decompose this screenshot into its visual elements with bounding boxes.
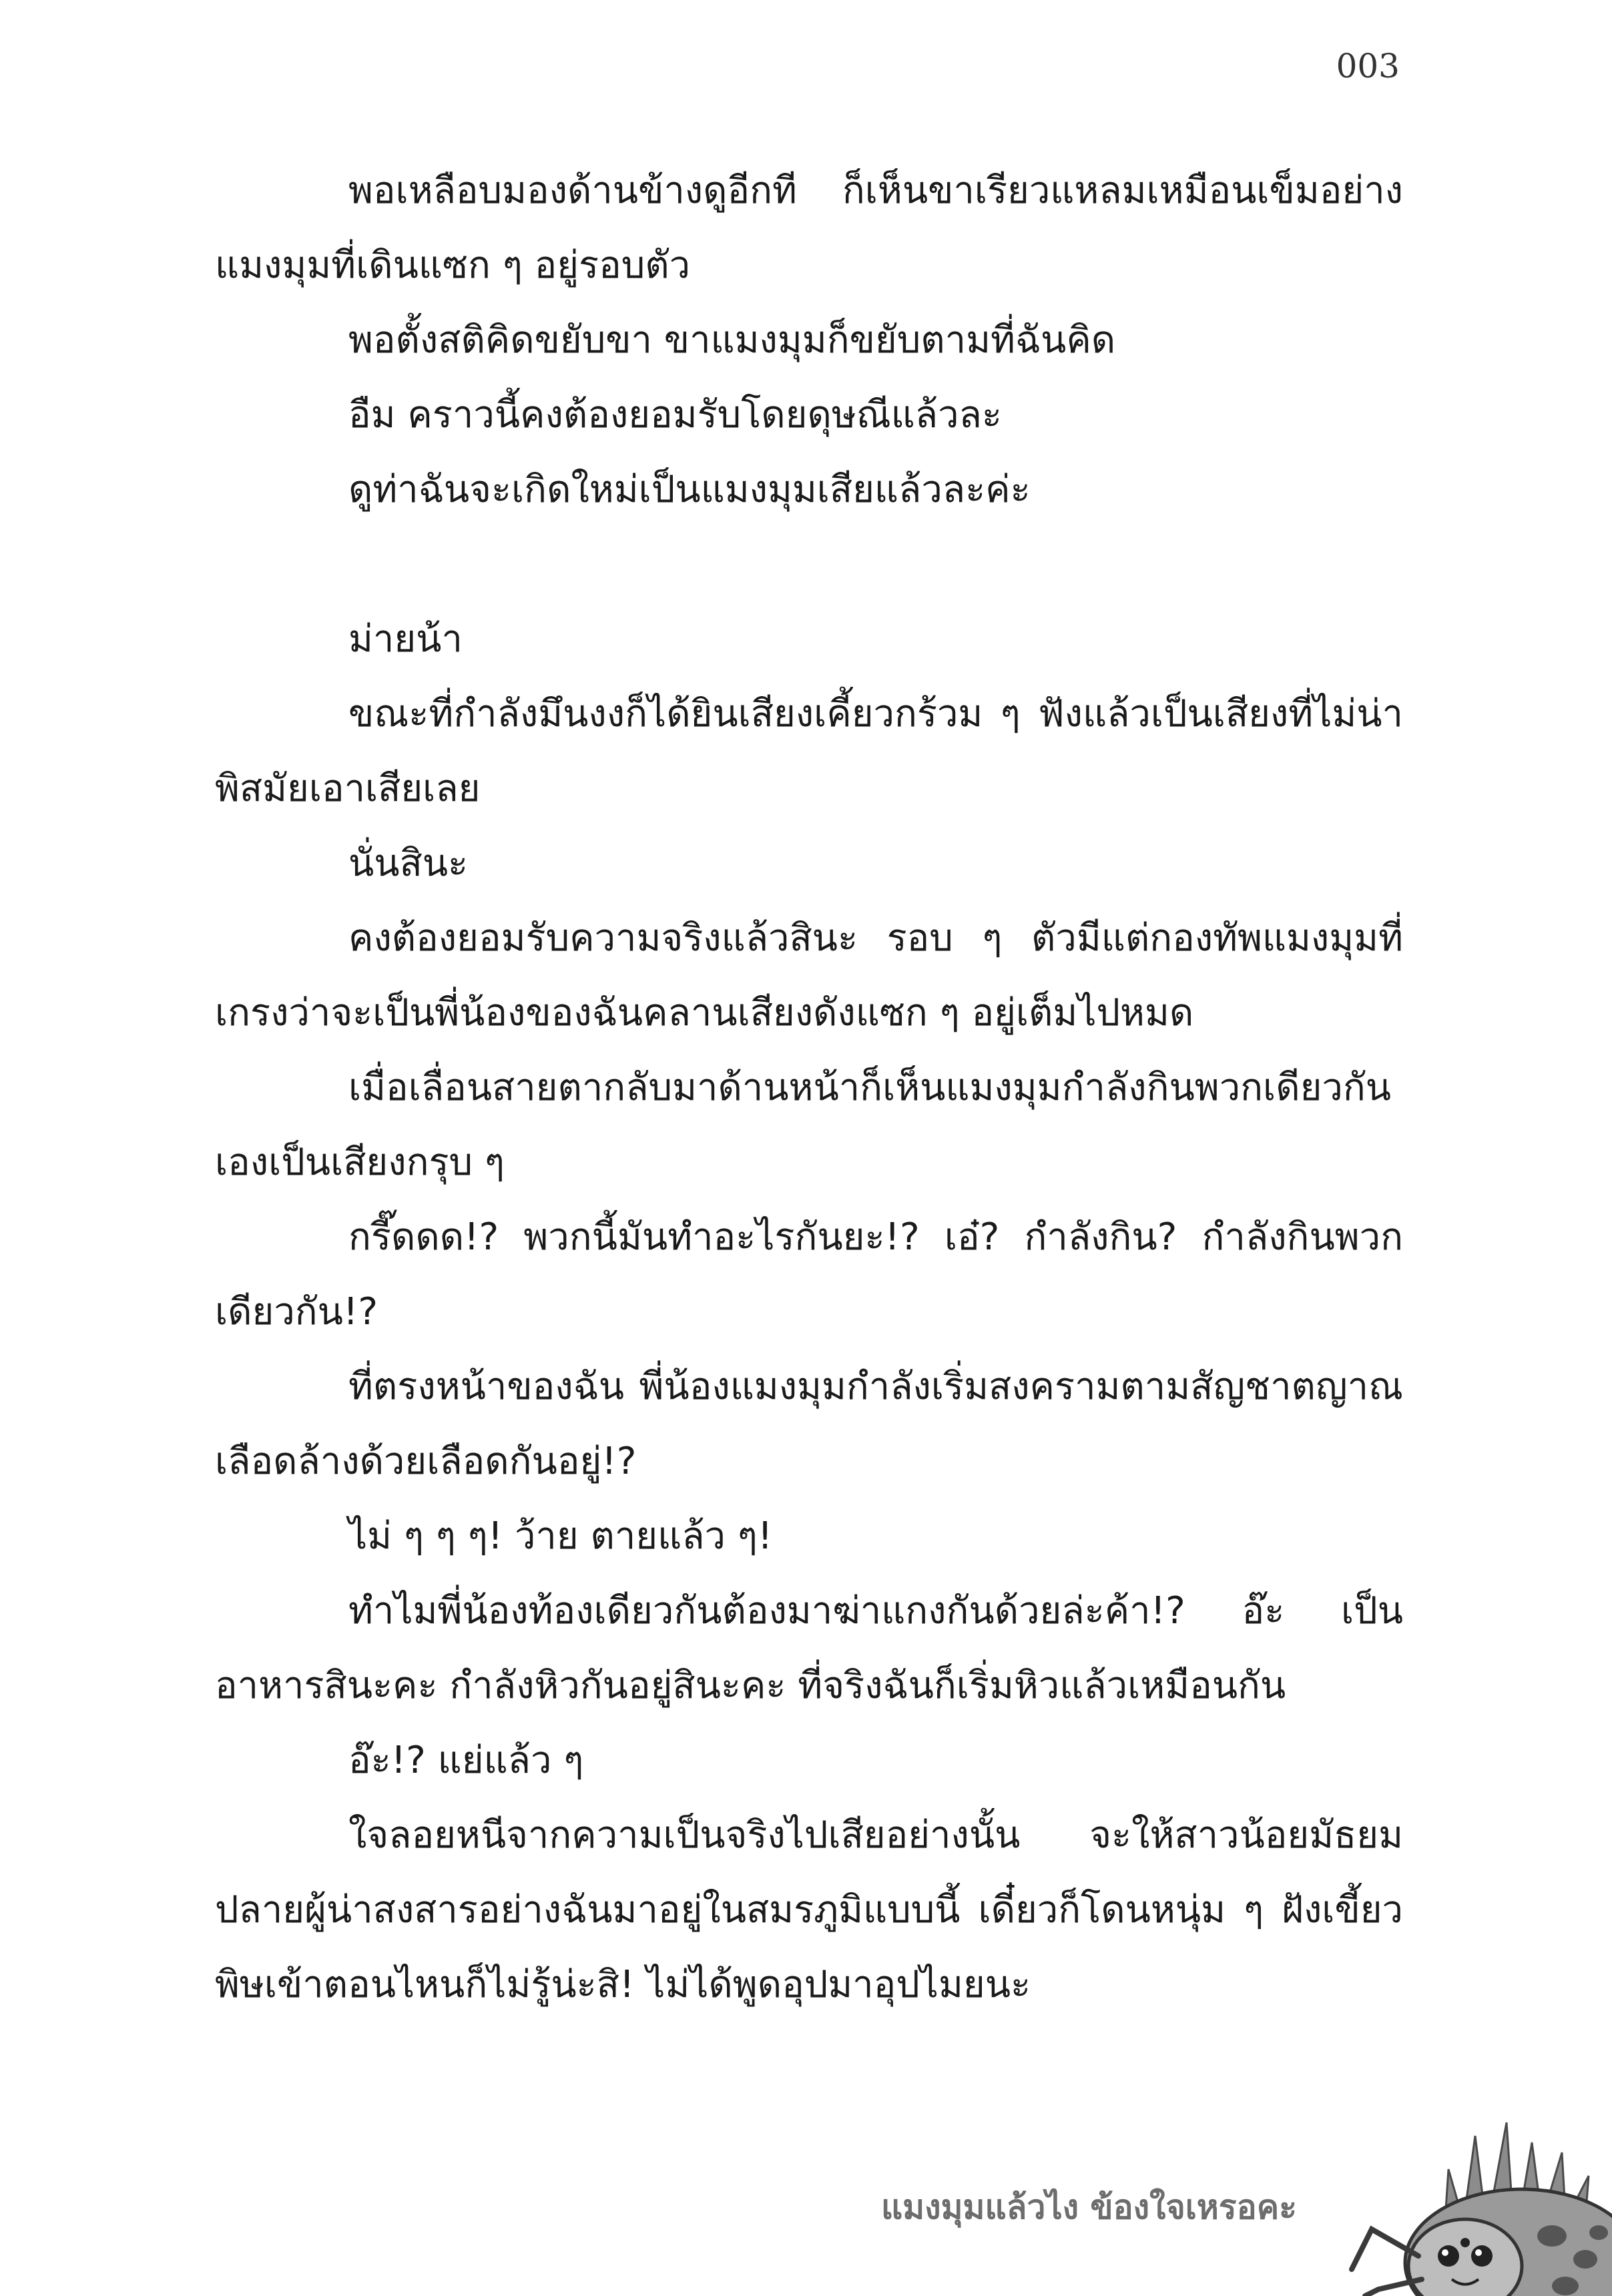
paragraph-15: อ๊ะ!? แย่แล้ว ๆ	[348, 1739, 584, 1782]
paragraph-1: พอเหลือบมองด้านข้างดูอีกที ก็เห็นขาเรียวแหลมเหมือนเข็มอย่างแมงมุมที่เดินแซก ๆ อยู่รอบตัว	[215, 169, 1403, 287]
paragraph-2: พอตั้งสติคิดขยับขา ขาแมงมุมก็ขยับตามที่ฉันคิด	[348, 318, 1116, 362]
body-text	[215, 154, 1403, 2022]
footer-book-title: แมงมุมแล้วไง ข้องใจเหรอคะ	[881, 2188, 1297, 2227]
paragraph-7: ขณะที่กำลังมึนงงก็ได้ยินเสียงเคี้ยวกร้วม ๆ ฟังแล้วเป็นเสียงที่ไม่น่าพิสมัยเอาเสียเลย	[215, 692, 1403, 810]
paragraph-12: ที่ตรงหน้าของฉัน พี่น้องแมงมุมกำลังเริ่มสงครามตามสัญชาตญาณเลือดล้างด้วยเลือดกันอยู่!?	[215, 1365, 1403, 1483]
paragraph-10: เมื่อเลื่อนสายตากลับมาด้านหน้าก็เห็นแมงมุมกำลังกินพวกเดียวกันเองเป็นเสียงกรุบ ๆ	[215, 1066, 1392, 1184]
paragraph-6: ม่ายน้า	[348, 617, 463, 661]
paragraph-8: นั่นสินะ	[348, 842, 469, 885]
paragraph-16: ใจลอยหนีจากความเป็นจริงไปเสียอย่างนั้น จะให้สาวน้อยมัธยมปลายผู้น่าสงสารอย่างฉันมาอยู่ในสมรภูมิแบบนี้ เดี๋ยวก็โดนหนุ่ม ๆ ฝังเขี้ยวพิษเข้าตอนไหนก็ไม่รู้น่ะสิ! ไม่ได้พูดอุปมาอุปไมยนะ	[215, 1813, 1403, 2006]
paragraph-11: กรี๊ดดด!? พวกนี้มันทำอะไรกันยะ!? เอ๋? กำลังกิน? กำลังกินพวกเดียวกัน!?	[215, 1215, 1403, 1334]
paragraph-4: ดูท่าฉันจะเกิดใหม่เป็นแมงมุมเสียแล้วละค่ะ	[348, 468, 1031, 511]
paragraph-14: ทำไมพี่น้องท้องเดียวกันต้องมาฆ่าแกงกันด้วยล่ะค้า!? อ๊ะ เป็นอาหารสินะคะ กำลังหิวกันอยู่สินะคะ ที่จริงฉันก็เริ่มหิวแล้วเหมือนกัน	[215, 1589, 1403, 1707]
page-number: 003	[1336, 47, 1400, 85]
spider-mascot-icon	[1332, 2096, 1612, 2296]
paragraph-13: ไม่ ๆ ๆ ๆ! ว้าย ตายแล้ว ๆ!	[348, 1514, 773, 1558]
blank-line	[215, 527, 1403, 602]
paragraph-9: คงต้องยอมรับความจริงแล้วสินะ รอบ ๆ ตัวมีแต่กองทัพแมงมุมที่เกรงว่าจะเป็นพี่น้องของฉันคลานเสียงดังแซก ๆ อยู่เต็มไปหมด	[215, 916, 1403, 1035]
paragraph-3: อืม คราวนี้คงต้องยอมรับโดยดุษณีแล้วละ	[348, 393, 1002, 437]
